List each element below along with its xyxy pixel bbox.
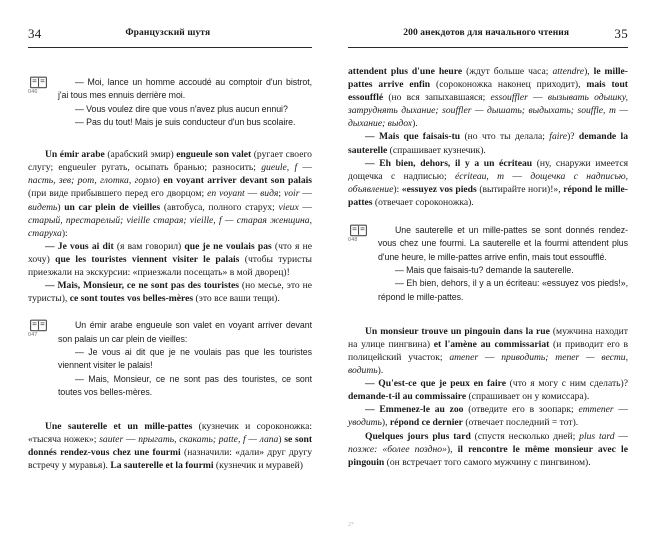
right-running-title: 200 анекдотов для начального чтения — [403, 28, 570, 38]
annotated-paragraph: — Mais, Monsieur, ce ne sont pas des touristes (но месье, это не туристы), ce sont toutes vos belles-mères (это все ваши тещи). — [28, 280, 313, 305]
signature-mark: 2* — [348, 522, 354, 528]
header-divider — [28, 47, 312, 48]
annotated-block-emir — [28, 148, 312, 305]
plain-line: — Mais, Monsieur, ce ne sont pas des touristes, ce sont toutes vos belles-mères. — [58, 373, 312, 397]
annotated-paragraph: Une sauterelle et un mille-pattes (кузнечик и сороконожка: «тысяча ножек»; sauter — прыгать, скакать; patte, f — лапа) se sont donnés rendez-vous chez une fourmi (назначили: «дали» друг другу встречу у муравья). La sauterelle et la fourmi (кузнечик и муравей) — [28, 421, 313, 472]
right-column — [348, 48, 628, 469]
annotated-paragraph: — Mais que faisais-tu (но что ты делала; faire)? demande la sauterelle (спрашивает кузнечик). — [348, 131, 628, 156]
right-page-number: 35 — [614, 26, 628, 41]
annotated-block-sauterelle — [28, 420, 312, 472]
open-book-icon — [350, 224, 367, 237]
annotated-paragraph: Un émir arabe (арабский эмир) engueule son valet (ругает своего слугу; engueuler ругать, осыпать бранью; разносить; gueule, f — пасть, зев; рот, глотка, горло) en voyant arriver devant son palais (при виде прибывшего перед его дворцом; en voyant — видя; voir — видеть) un car plein de vieilles (автобуса, полного старух; vieux — старый, престарелый; vieille старая; vieille, f — старая женщина, старуха): — [28, 149, 313, 239]
plain-line: — Pas du tout! Mais je suis conducteur d'un bus scolaire. — [75, 116, 296, 127]
plain-text-block-048 — [348, 224, 628, 304]
annotated-paragraph: — Je vous ai dit (я вам говорил) que je ne voulais pas (что я не хочу) que les touristes viennent visiter le palais (чтобы туристы приезжали на экскурсии: «приезжали посещать» в мой дворец)! — [28, 240, 312, 279]
plain-line: — Je vous ai dit que je ne voulais pas que les touristes viennent visiter le palais! — [58, 346, 312, 371]
annotated-block-pingouin — [348, 325, 628, 469]
margin-number-048: 048 — [348, 237, 358, 244]
plain-line: Une sauterelle et un mille-pattes se sont donnés rendez-vous chez une fourmi. La sauterelle et la fourmi attendent plus d'une heure, le mille-pattes arrive enfin, mais tout essoufflé. — [378, 225, 628, 262]
annotated-block-sauterelle-continued — [348, 65, 628, 209]
left-running-title: Французский шутя — [125, 28, 211, 38]
open-book-icon — [30, 319, 47, 332]
left-page-number: 34 — [28, 26, 42, 41]
header-divider — [348, 47, 628, 48]
plain-text-block-047 — [28, 319, 312, 399]
plain-line: Un émir arabe engueule son valet en voyant arriver devant son palais un car plein de vieilles: — [58, 320, 312, 344]
right-page — [330, 0, 654, 540]
plain-line: — Mais que faisais-tu? demande la sauterelle. — [395, 264, 574, 275]
margin-number-046: 046 — [28, 89, 38, 95]
annotated-paragraph: — Emmenez-le au zoo (отведите его в зоопарк; emmener — уводить), répond ce dernier (отвечает последний = тот). — [348, 404, 629, 429]
margin-number-047: 047 — [28, 332, 38, 339]
annotated-paragraph: — Eh bien, dehors, il y a un écriteau (ну, снаружи имеется дощечка с надписью; écriteau, m — дощечка с надписью, объявление): «essuyez vos pieds (вытирайте ноги)!», répond le mille-pattes (отвечает сороконожка). — [348, 157, 629, 208]
plain-line: — Moi, lance un homme accoudé au comptoir d'un bistrot, j'ai tous mes ennuis derrière moi. — [58, 77, 312, 101]
annotated-paragraph: attendent plus d'une heure (ждут больше часа; attendre), le mille-pattes arrive enfin (сороконожка наконец приходит), mais tout essoufflé (но вся запыхавшаяся; essouffler — вызывать одышку, затруднять дыхание; souffler — дышать; выдыхать; souffle, m — дыхание; выдох). — [348, 66, 629, 130]
right-running-head — [348, 26, 628, 48]
left-column — [28, 48, 312, 472]
plain-line: — Eh bien, dehors, il y a un écriteau: «essuyez vos pieds!», répond le mille-pattes. — [378, 278, 628, 302]
annotated-paragraph: — Qu'est-ce que je peux en faire (что я могу с ним сделать)? demande-t-il au commissaire (спрашивает он у комиссара). — [348, 378, 628, 403]
plain-text-block-046 — [28, 76, 312, 129]
left-running-head — [28, 26, 312, 48]
plain-line: — Vous voulez dire que vous n'avez plus aucun ennui? — [75, 103, 288, 114]
annotated-paragraph: Quelques jours plus tard (спустя несколько дней; plus tard — позже: «более поздно»), il rencontre le même monsieur avec le pingouin (он встречает того самого мужчину с пингвином). — [348, 430, 629, 468]
open-book-icon — [30, 76, 47, 89]
annotated-paragraph: Un monsieur trouve un pingouin dans la rue (мужчина находит на улице пингвина) et l'amène au commissariat (и приводит его в полицейский участок; amener — приводить; mener — вести, водить). — [348, 325, 628, 377]
